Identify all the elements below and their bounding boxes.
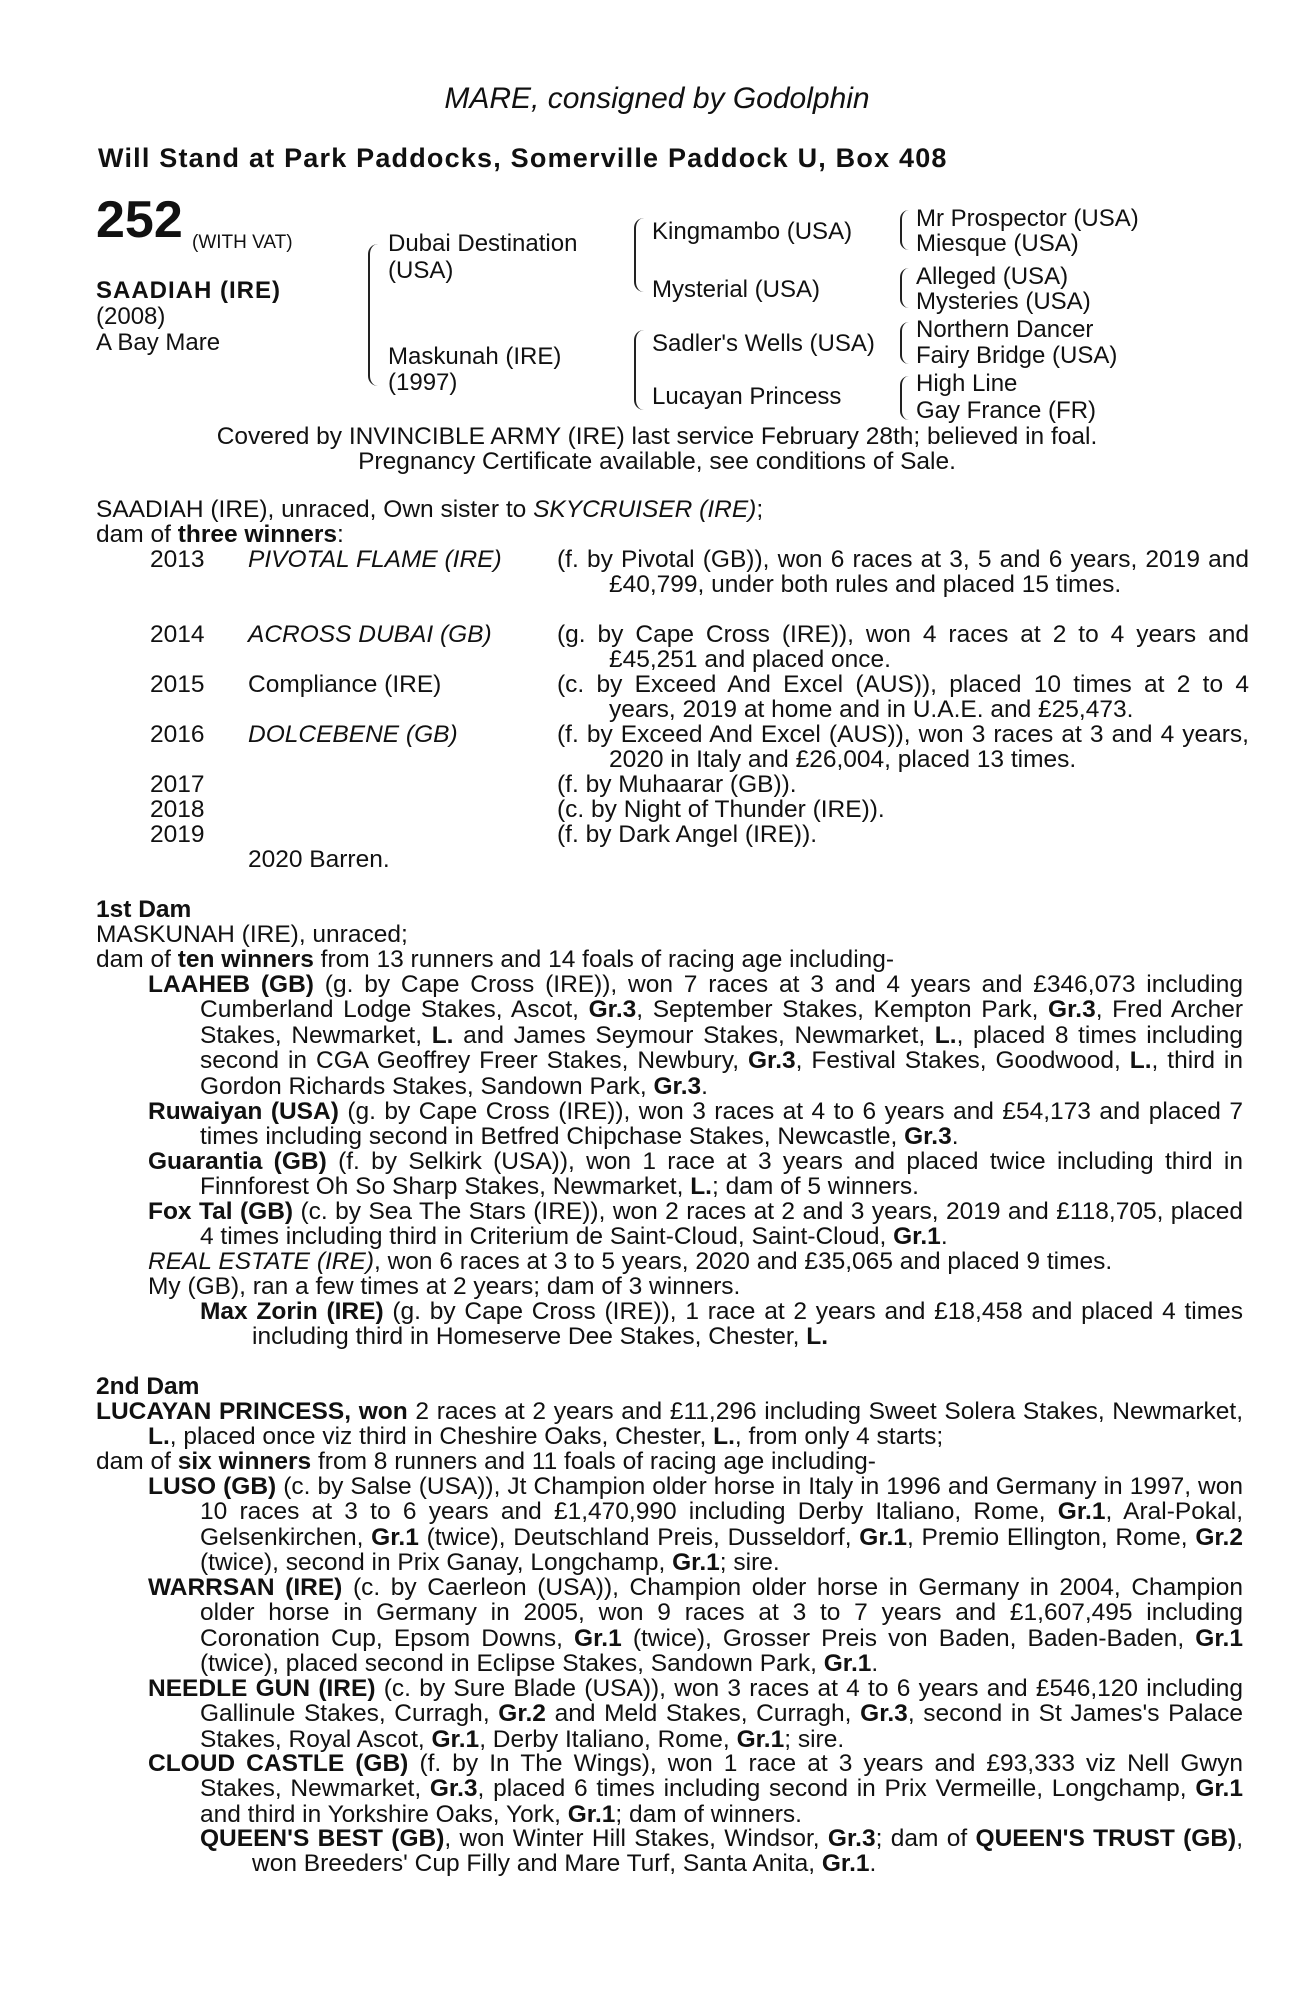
produce-year: 2019	[150, 821, 205, 848]
dam-sire-dam: Fairy Bridge (USA)	[916, 342, 1118, 369]
first-dam-produce-entry: My (GB), ran a few times at 2 years; dam of 3 winners.	[148, 1273, 741, 1300]
produce-year: 2016	[150, 721, 205, 748]
sire-sire-dam: Miesque (USA)	[916, 230, 1079, 257]
produce-detail: (f. by Dark Angel (IRE)).	[557, 821, 818, 848]
sire-dam-dam: Mysteries (USA)	[916, 288, 1091, 315]
dam-year: (1997)	[388, 369, 458, 396]
grand-produce-entry: Max Zorin (IRE) (g. by Cape Cross (IRE)), 1 race at 2 years and £18,458 and placed 4 times including third in Homeserve Dee Stakes, Chester, L.	[200, 1298, 1244, 1351]
pedigree-brace	[900, 322, 909, 364]
sire-sire: Kingmambo (USA)	[652, 218, 853, 245]
pedigree-brace	[634, 218, 644, 292]
first-dam-produce-entry: Fox Tal (GB) (c. by Sea The Stars (IRE)), won 2 races at 2 and 3 years, 2019 and £118,705, placed 4 times including third in Criterium de Saint-Cloud, Saint-Cloud, Gr.1.	[148, 1198, 1243, 1251]
produce-detail: (g. by Cape Cross (IRE)), won 4 races at 2 to 4 years and £45,251 and placed once.	[557, 621, 1249, 674]
grand-produce-entry: QUEEN'S BEST (GB), won Winter Hill Stakes, Windsor, Gr.3; dam of QUEEN'S TRUST (GB), won Breeders' Cup Filly and Mare Turf, Santa Anita, Gr.1.	[200, 1825, 1244, 1878]
produce-dam-of: dam of three winners:	[96, 521, 344, 548]
location-line: Will Stand at Park Paddocks, Somerville Paddock U, Box 408	[98, 143, 948, 173]
first-dam-produce-entry: Guarantia (GB) (f. by Selkirk (USA)), won 1 race at 3 years and placed twice including third in Finnforest Oh So Sharp Stakes, Newmarket, L.; dam of 5 winners.	[148, 1148, 1243, 1201]
dam-dam: Lucayan Princess	[652, 383, 842, 410]
produce-name: ACROSS DUBAI (GB)	[248, 621, 492, 648]
horse-description: A Bay Mare	[96, 329, 221, 356]
produce-name: Compliance (IRE)	[248, 671, 442, 698]
pedigree-brace	[634, 330, 644, 410]
pedigree-brace	[900, 376, 909, 420]
dam-sire-sire: Northern Dancer	[916, 316, 1094, 343]
produce-intro: SAADIAH (IRE), unraced, Own sister to SKYCRUISER (IRE);	[96, 496, 764, 523]
first-dam-produce-entry: Ruwaiyan (USA) (g. by Cape Cross (IRE)), won 3 races at 4 to 6 years and £54,173 and placed 7 times including second in Betfred Chipchase Stakes, Newcastle, Gr.3.	[148, 1098, 1243, 1151]
first-dam-summary: dam of ten winners from 13 runners and 14 foals of racing age including-	[96, 946, 895, 973]
first-dam-line: MASKUNAH (IRE), unraced;	[96, 921, 408, 948]
dam-name: Maskunah (IRE)	[388, 343, 562, 370]
dam-dam-sire: High Line	[916, 370, 1018, 397]
produce-detail: (c. by Exceed And Excel (AUS)), placed 10 times at 2 to 4 years, 2019 at home and in U.A.E. and £25,473.	[557, 671, 1249, 724]
produce-barren: 2020 Barren.	[248, 846, 390, 873]
produce-detail: (f. by Exceed And Excel (AUS)), won 3 races at 3 and 4 years, 2020 in Italy and £26,004, placed 13 times.	[557, 721, 1249, 774]
covered-note: Covered by INVINCIBLE ARMY (IRE) last service February 28th; believed in foal. Pregnancy Certificate available, see conditions of Sale.	[216, 423, 1098, 476]
dam-dam-dam: Gay France (FR)	[916, 397, 1097, 424]
first-dam-heading: 1st Dam	[96, 896, 192, 923]
dam-sire: Sadler's Wells (USA)	[652, 330, 875, 357]
second-dam-line: LUCAYAN PRINCESS, won 2 races at 2 years and £11,296 including Sweet Solera Stakes, Newmarket, L., placed once viz third in Cheshire Oaks, Chester, L., from only 4 starts;	[96, 1398, 1244, 1451]
pedigree-brace	[900, 210, 909, 250]
pedigree-brace	[900, 268, 909, 308]
sire-origin: (USA)	[388, 257, 454, 284]
second-dam-heading: 2nd Dam	[96, 1373, 200, 1400]
produce-year: 2017	[150, 771, 205, 798]
produce-detail: (f. by Pivotal (GB)), won 6 races at 3, 5 and 6 years, 2019 and £40,799, under both rules and placed 15 times.	[557, 546, 1249, 599]
sire-name: Dubai Destination	[388, 230, 578, 257]
horse-year: (2008)	[96, 303, 166, 330]
second-dam-summary: dam of six winners from 8 runners and 11 foals of racing age including-	[96, 1448, 876, 1475]
produce-detail: (f. by Muhaarar (GB)).	[557, 771, 797, 798]
pedigree-brace	[368, 244, 378, 386]
sire-dam-sire: Alleged (USA)	[916, 263, 1069, 290]
second-dam-produce-entry: CLOUD CASTLE (GB) (f. by In The Wings), won 1 race at 3 years and £93,333 viz Nell Gwyn Stakes, Newmarket, Gr.3, placed 6 times including second in Prix Vermeille, Longchamp, Gr.1 and third in Yorkshire Oaks, York, Gr.1; dam of winners.	[148, 1750, 1243, 1828]
produce-year: 2015	[150, 671, 205, 698]
second-dam-produce-entry: WARRSAN (IRE) (c. by Caerleon (USA)), Champion older horse in Germany in 2004, Champion older horse in Germany in 2005, won 9 races at 3 to 7 years and £1,607,495 including Coronation Cup, Epsom Downs, Gr.1 (twice), Grosser Preis von Baden, Baden-Baden, Gr.1 (twice), placed second in Eclipse Stakes, Sandown Park, Gr.1.	[148, 1574, 1243, 1678]
lot-number: 252	[96, 191, 183, 249]
first-dam-produce-entry: REAL ESTATE (IRE), won 6 races at 3 to 5 years, 2020 and £35,065 and placed 9 times.	[148, 1248, 1113, 1275]
second-dam-produce-entry: NEEDLE GUN (IRE) (c. by Sure Blade (USA)), won 3 races at 4 to 6 years and £546,120 including Gallinule Stakes, Curragh, Gr.2 and Meld Stakes, Curragh, Gr.3, second in St James's Palace Stakes, Royal Ascot, Gr.1, Derby Italiano, Rome, Gr.1; sire.	[148, 1675, 1244, 1753]
first-dam-produce-entry: LAAHEB (GB) (g. by Cape Cross (IRE)), won 7 races at 3 and 4 years and £346,073 including Cumberland Lodge Stakes, Ascot, Gr.3, September Stakes, Kempton Park, Gr.3, Fred Archer Stakes, Newmarket, L. and James Seymour Stakes, Newmarket, L., placed 8 times including second in CGA Geoffrey Freer Stakes, Newbury, Gr.3, Festival Stakes, Goodwood, L., third in Gordon Richards Stakes, Sandown Park, Gr.3.	[148, 971, 1243, 1100]
catalogue-title: MARE, consigned by Godolphin	[444, 82, 870, 115]
vat-note: (WITH VAT)	[192, 232, 293, 253]
sire-dam: Mysterial (USA)	[652, 276, 821, 303]
produce-year: 2018	[150, 796, 205, 823]
produce-name: DOLCEBENE (GB)	[248, 721, 458, 748]
produce-detail: (c. by Night of Thunder (IRE)).	[557, 796, 885, 823]
sire-sire-sire: Mr Prospector (USA)	[916, 205, 1139, 232]
produce-year: 2013	[150, 546, 205, 573]
horse-name: SAADIAH (IRE)	[96, 277, 281, 304]
second-dam-produce-entry: LUSO (GB) (c. by Salse (USA)), Jt Champion older horse in Italy in 1996 and Germany in 1997, won 10 races at 3 to 6 years and £1,470,990 including Derby Italiano, Rome, Gr.1, Aral-Pokal, Gelsenkirchen, Gr.1 (twice), Deutschland Preis, Dusseldorf, Gr.1, Premio Ellington, Rome, Gr.2 (twice), second in Prix Ganay, Longchamp, Gr.1; sire.	[148, 1473, 1243, 1577]
produce-year: 2014	[150, 621, 205, 648]
produce-name: PIVOTAL FLAME (IRE)	[248, 546, 502, 573]
